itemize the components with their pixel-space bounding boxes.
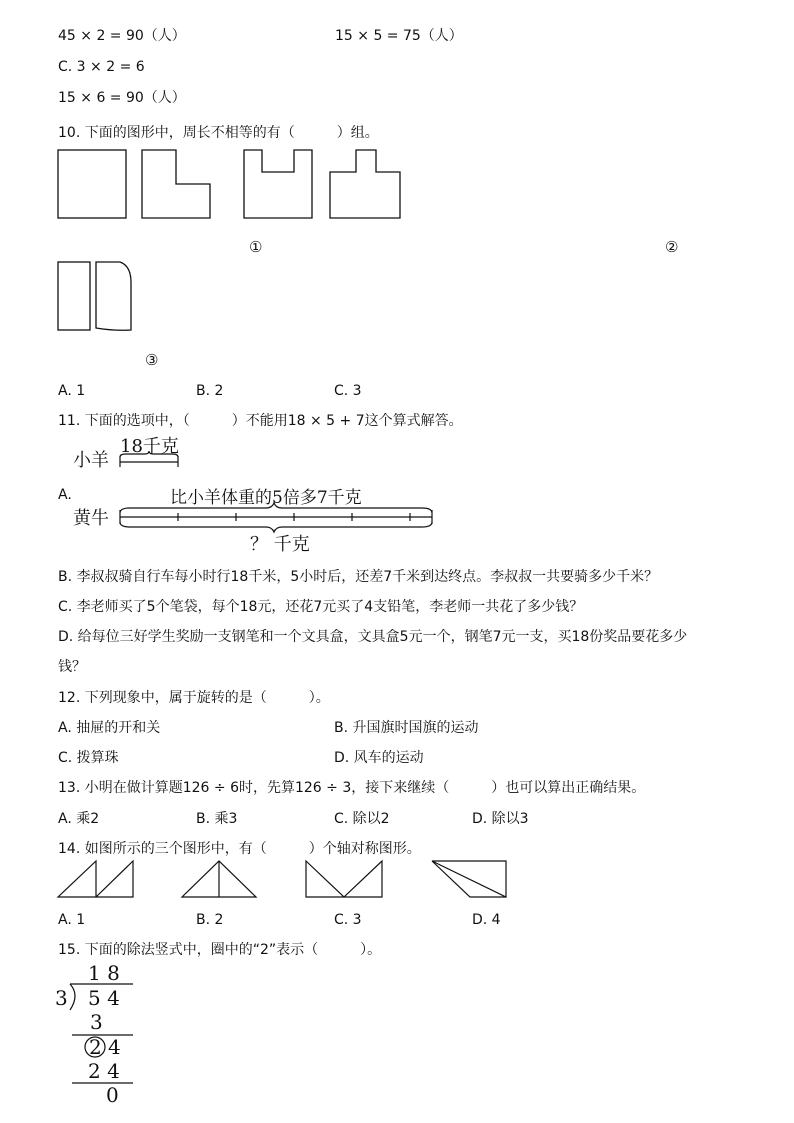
q10-option-a: A. 1 [58,383,86,399]
q15-stem: 15. 下面的除法竖式中，圈中的“2”表示（ ）。 [58,942,382,958]
q11-option-d-cont: 钱？ [58,659,86,675]
q10-label-3: ③ [145,351,159,369]
q14-option-a: A. 1 [58,912,86,928]
q11-cow-label: 黄牛 [73,508,109,529]
q13-option-a: A. 乘2 [58,811,100,827]
answer-a-right: 15 × 5 = 75（人） [335,28,463,44]
q15-quotient: 1 8 [88,961,120,985]
q15-step2: 2 4 [88,1059,120,1083]
q11-relation-label: 比小羊体重的5倍多7千克 [170,488,362,508]
q15-divisor: 3 [55,986,68,1010]
q13-option-c: C. 除以2 [334,811,390,827]
q12-stem: 12. 下列现象中，属于旋转的是（ ）。 [58,690,330,706]
q10-label-1: ① [249,238,263,256]
q13-option-d: D. 除以3 [472,811,529,827]
q15-dividend: 5 4 [88,986,120,1010]
answer-c-line2: 15 × 6 = 90（人） [58,90,186,106]
q14-option-c: C. 3 [334,912,362,928]
q13-option-b: B. 乘3 [196,811,238,827]
q12-option-d: D. 风车的运动 [334,750,424,766]
q11-option-d: D. 给每位三好学生奖励一支钢笔和一个文具盒，文具盒5元一个，钢笔7元一支，买18份奖品要花多少 [58,629,688,645]
q11-option-a-label: A. [58,487,72,503]
q15-step1: 3 [90,1010,103,1034]
q11-sheep-weight: 18千克 [120,436,179,457]
answer-a-left: 45 × 2 = 90（人） [58,28,186,44]
q14-option-b: B. 2 [196,912,224,928]
q12-option-c: C. 拨算珠 [58,750,119,766]
q10-label-2: ② [665,238,679,256]
q13-stem: 13. 小明在做计算题126 ÷ 6时，先算126 ÷ 3，接下来继续（ ）也可以算出正确结果。 [58,780,646,796]
q11-stem: 11. 下面的选项中，（ ）不能用18 × 5 + 7这个算式解答。 [58,413,463,429]
q11-option-b: B. 李叔叔骑自行车每小时行18千米，5小时后，还差7千米到达终点。李叔叔一共要骑多少千米？ [58,569,659,585]
q11-sheep-label: 小羊 [73,450,109,471]
q11-option-c: C. 李老师买了5个笔袋，每个18元，还花7元买了4支铅笔，李老师一共花了多少钱？ [58,599,584,615]
q11-unknown-label: ？ 千克 [250,534,310,555]
q14-option-d: D. 4 [472,912,501,928]
q15-remainder-rest: 4 [108,1035,121,1059]
q15-remainder-circled: 2 [89,1035,102,1059]
q10-stem: 10. 下面的图形中，周长不相等的有（ ）组。 [58,125,379,141]
q12-option-b: B. 升国旗时国旗的运动 [334,720,479,736]
q15-final: 0 [106,1083,119,1107]
answer-c-label: C. 3 × 2 = 6 [58,59,145,75]
q12-option-a: A. 抽屉的开和关 [58,720,161,736]
q14-stem: 14. 如图所示的三个图形中，有（ ）个轴对称图形。 [58,841,421,857]
q10-option-b: B. 2 [196,383,224,399]
q10-option-c: C. 3 [334,383,362,399]
